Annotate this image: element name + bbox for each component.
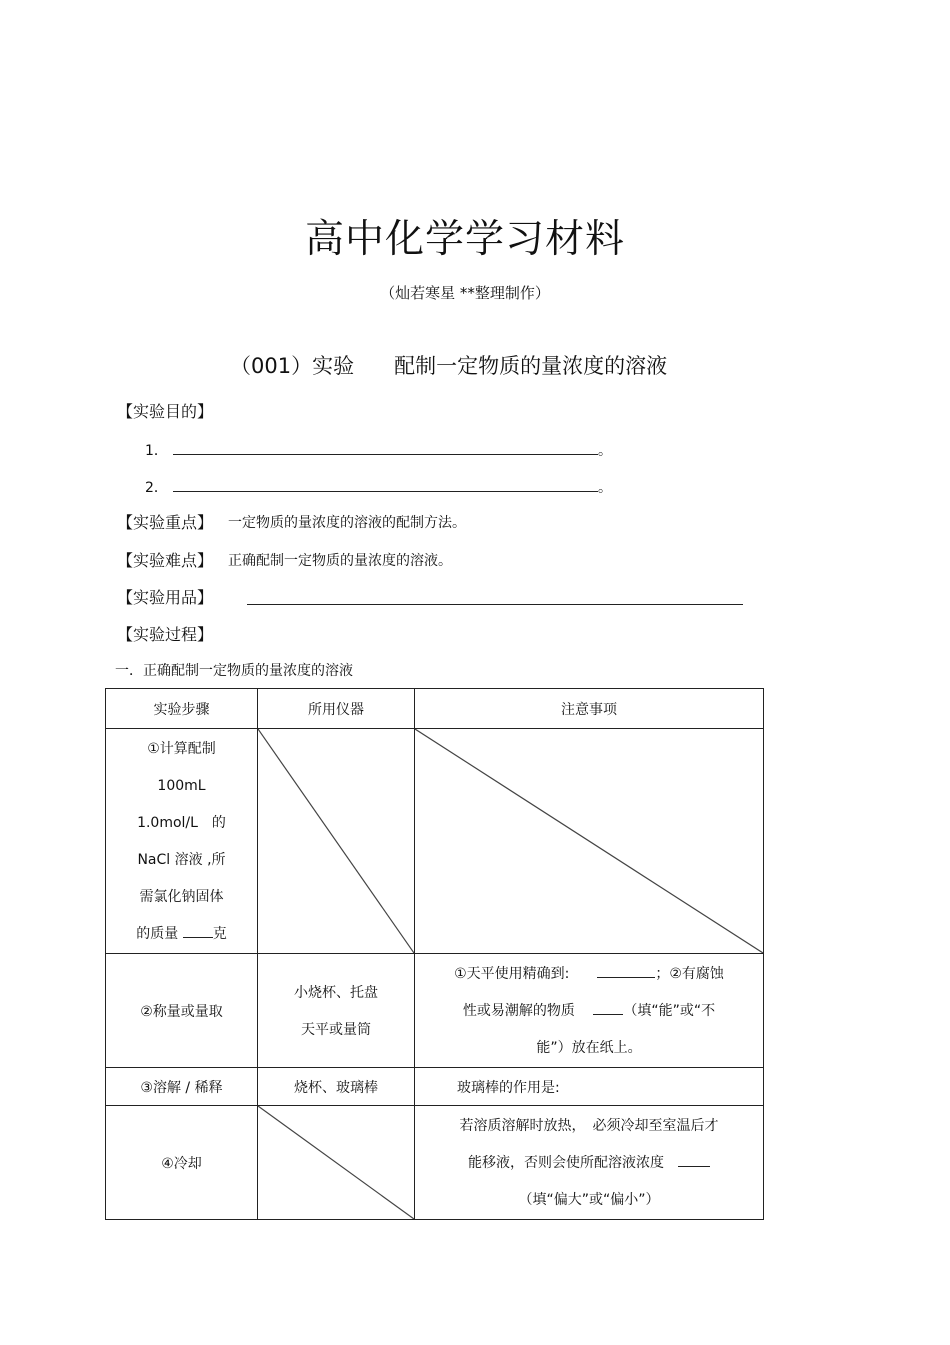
document-subtitle: （灿若寒星 **整理制作） xyxy=(380,284,550,302)
purpose-item-1-end: 。 xyxy=(598,443,612,459)
note-line: 能移液，否则会使所配溶液浓度 xyxy=(415,1145,763,1182)
step-line: 1.0mol/L 的 xyxy=(137,815,226,831)
difficulty-label: 【实验难点】 xyxy=(117,551,214,570)
key-point-label: 【实验重点】 xyxy=(117,513,214,532)
precision-blank xyxy=(597,963,655,978)
diagonal-strike xyxy=(258,1106,414,1219)
note-line: 性或易潮解的物质 （填“能”或“不 xyxy=(415,993,763,1030)
instrument-cell-crossed xyxy=(258,1106,415,1220)
header-step: 实验步骤 xyxy=(106,689,258,729)
mass-blank xyxy=(183,923,213,938)
step-line: NaCl 溶液 ,所 xyxy=(137,852,226,868)
purpose-item-2-blank xyxy=(173,491,598,492)
step-cell: ③溶解 / 稀释 xyxy=(106,1068,258,1106)
diagonal-strike xyxy=(415,729,763,953)
note-line: 若溶质溶解时放热， 必须冷却至室温后才 xyxy=(459,1118,719,1134)
process-label: 【实验过程】 xyxy=(117,625,214,644)
step-cell: ④冷却 xyxy=(106,1106,258,1220)
notes-cell xyxy=(415,954,764,1068)
step-line: ①计算配制 xyxy=(147,741,216,757)
instrument-cell: 小烧杯、托盘 天平或量筒 xyxy=(258,954,415,1068)
table-header-row xyxy=(106,689,764,729)
key-point-text: 一定物质的量浓度的溶液的配制方法。 xyxy=(228,515,466,531)
instrument-cell-crossed xyxy=(258,729,415,954)
concentration-blank xyxy=(678,1152,710,1167)
table-row xyxy=(106,1068,764,1106)
notes-cell xyxy=(415,1106,764,1220)
diagonal-strike xyxy=(258,729,414,953)
purpose-item-1-number: 1． xyxy=(145,443,168,459)
step-cell: ②称量或量取 xyxy=(106,954,258,1068)
header-notes: 注意事项 xyxy=(415,689,764,729)
header-instrument: 所用仪器 xyxy=(258,689,415,729)
step-line: 需氯化钠固体 xyxy=(139,889,224,905)
experiment-steps-table xyxy=(105,688,764,1220)
notes-cell: 玻璃棒的作用是: xyxy=(415,1068,764,1106)
purpose-label: 【实验目的】 xyxy=(117,402,214,421)
paper-blank xyxy=(593,1000,623,1015)
table-row xyxy=(106,1106,764,1220)
supplies-label: 【实验用品】 xyxy=(117,588,214,607)
lesson-heading xyxy=(230,350,667,380)
step-cell xyxy=(106,729,258,954)
note-line: （填“偏大”或“偏小”） xyxy=(518,1192,660,1208)
document-title: 高中化学学习材料 xyxy=(304,217,625,262)
note-line: ①天平使用精确到: ；②有腐蚀 xyxy=(415,956,763,993)
table-row xyxy=(106,954,764,1068)
difficulty-text: 正确配制一定物质的量浓度的溶液。 xyxy=(228,553,452,569)
lesson-name: 配制一定物质的量浓度的溶液 xyxy=(394,354,668,378)
instrument-cell: 烧杯、玻璃棒 xyxy=(258,1068,415,1106)
purpose-item-2-number: 2． xyxy=(145,480,168,496)
step-line: 100mL xyxy=(157,778,206,794)
part-one-heading: 一．正确配制一定物质的量浓度的溶液 xyxy=(115,663,353,679)
purpose-item-2-end: 。 xyxy=(598,480,612,496)
supplies-blank xyxy=(247,604,743,605)
lesson-number: （001）实验 xyxy=(230,354,355,378)
step-line-mass: 的质量 克 xyxy=(106,916,257,953)
table-row xyxy=(106,729,764,954)
note-line: 能”）放在纸上。 xyxy=(536,1040,642,1056)
notes-cell-crossed xyxy=(415,729,764,954)
purpose-item-1-blank xyxy=(173,454,598,455)
